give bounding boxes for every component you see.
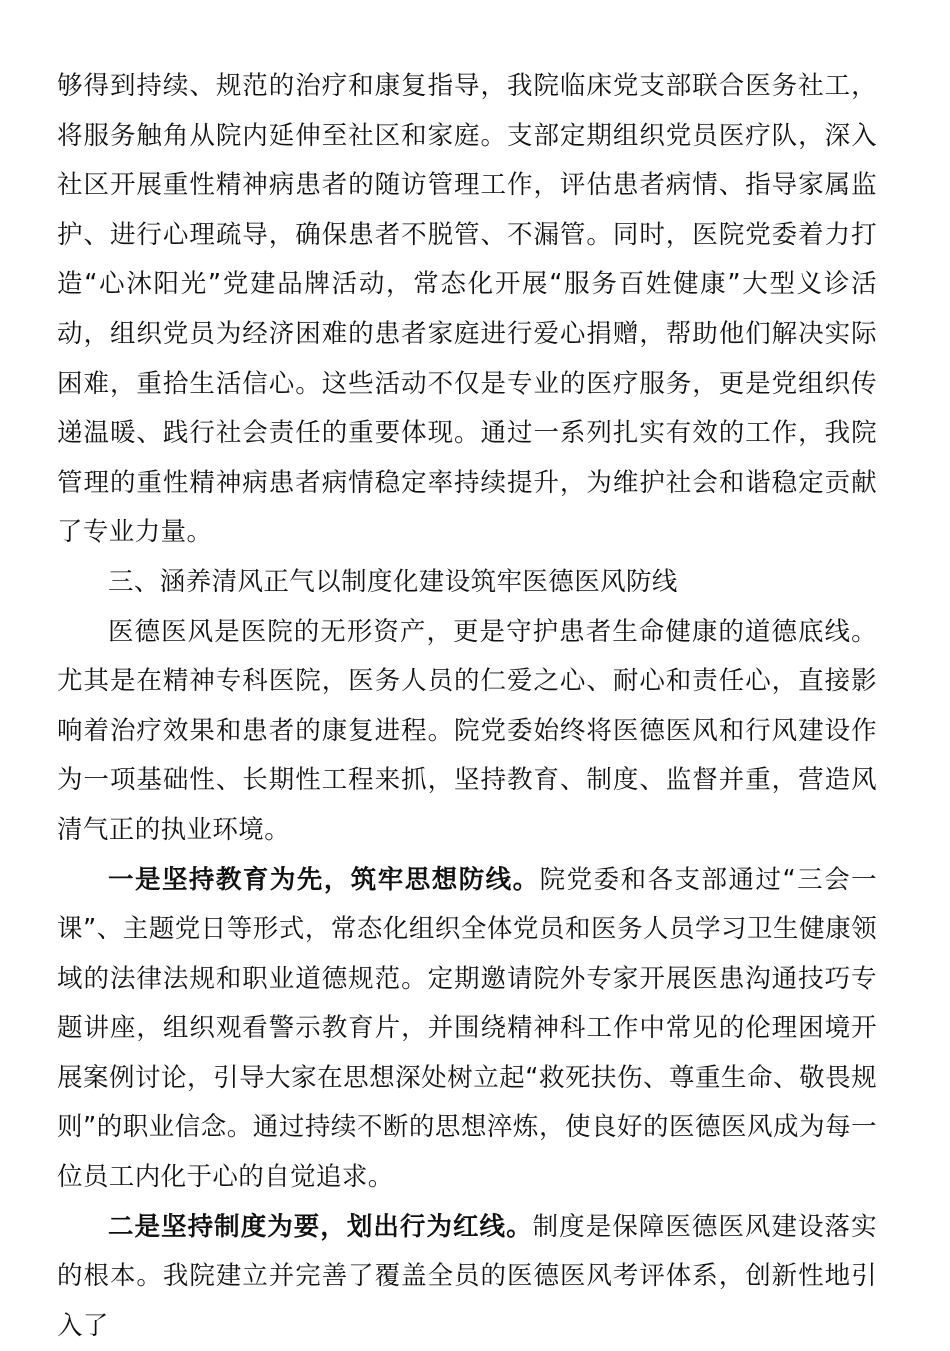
continued-paragraph: 够得到持续、规范的治疗和康复指导，我院临床党支部联合医务社工，将服务触角从院内延伸至社区和家庭。支部定期组织党员医疗队，深入社区开展重性精神病患者的随访管理工作，评估患者病情、指导家属监护、进行心理疏导，确保患者不脱管、不漏管。同时，医院党委着力打造“心沐阳光”党建品牌活动，常态化开展“服务百姓健康”大型义诊活动，组织党员为经济困难的患者家庭进行爱心捐赠，帮助他们解决实际困难，重拾生活信心。这些活动不仅是专业的医疗服务，更是党组织传递温暖、践行社会责任的重要体现。通过一系列扎实有效的工作，我院管理的重性精神病患者病情稳定率持续提升，为维护社会和谐稳定贡献了专业力量。 [57,71,877,548]
intro-paragraph: 医德医风是医院的无形资产，更是守护患者生命健康的道德底线。尤其是在精神专科医院，医务人员的仁爱之心、耐心和责任心，直接影响着治疗效果和患者的康复进程。院党委始终将医德医风和行风建设作为一项基础性、长期性工程来抓，坚持教育、制度、监督并重，营造风清气正的执业环境。 [57,616,877,845]
point-one-lead: 一是坚持教育为先，筑牢思想防线。 [108,864,540,895]
document-page [57,62,877,1351]
point-one-body: 院党委和各支部通过“三会一课”、主题党日等形式，常态化组织全体党员和医务人员学习卫生健康领域的法律法规和职业道德规范。定期邀请院外专家开展医患沟通技巧专题讲座，组织观看警示教育片，并围绕精神科工作中常见的伦理困境开展案例讨论，引导大家在思想深处树立起“救死扶伤、尊重生命、敬畏规则”的职业信念。通过持续不断的思想淬炼，使良好的医德医风成为每一位员工内化于心的自觉追求。 [57,864,877,1193]
point-two-body: 制度是保障医德医风建设落实的根本。我院建立并完善了覆盖全员的医德医风考评体系，创新性地引入了 [57,1211,877,1341]
point-one-paragraph [57,856,877,1203]
point-two-paragraph [57,1203,877,1351]
section-heading: 三、涵养清风正气以制度化建设筑牢医德医风防线 [108,566,678,597]
point-two-lead: 二是坚持制度为要，划出行为红线。 [108,1211,533,1242]
